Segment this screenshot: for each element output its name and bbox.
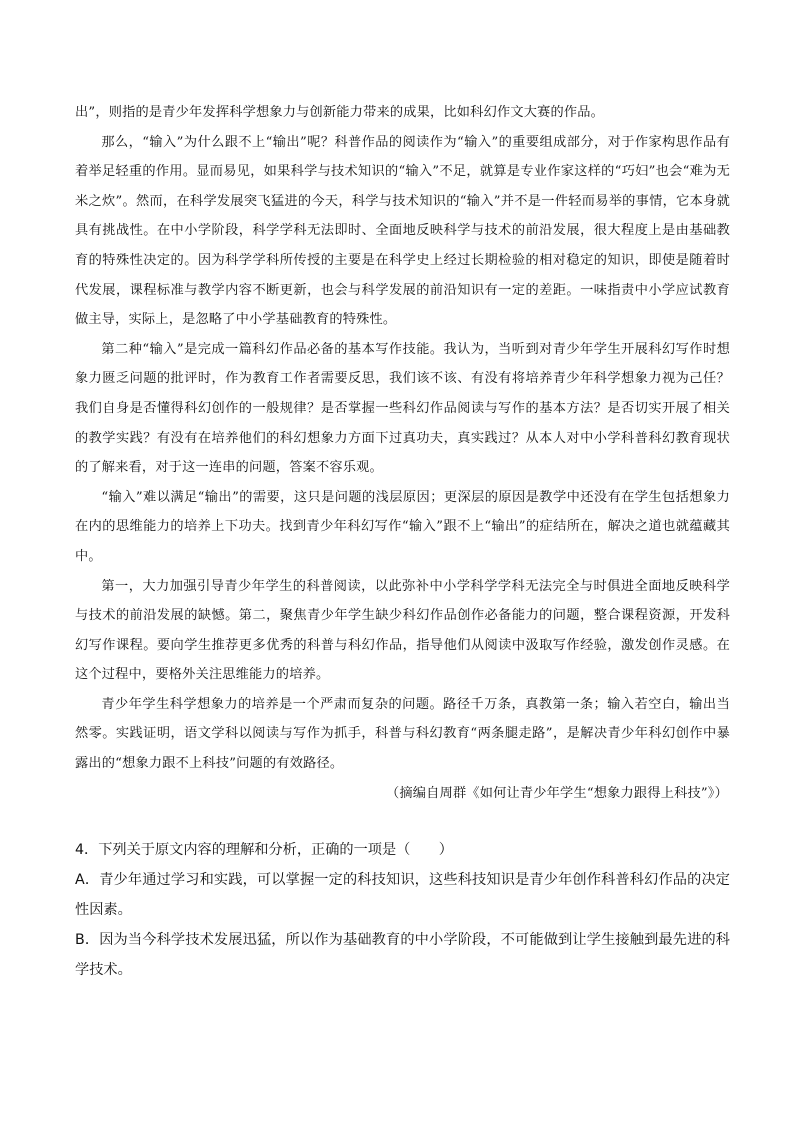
reading-passage bbox=[75, 98, 730, 808]
passage-paragraph: 青少年学生科学想象力的培养是一个严肃而复杂的问题。路径千万条，真教第一条；输入若空白，输出当然零。实践证明，语文学科以阅读与写作为抓手，科普与科幻教育“两条腿走路”，是解决青少年科幻创作中暴露出的“想象力跟不上科技”问题的有效路径。 bbox=[75, 696, 730, 772]
question-stem: 4．下列关于原文内容的理解和分析，正确的一项是（ ） bbox=[75, 842, 453, 858]
option-a: A．青少年通过学习和实践，可以掌握一定的科技知识，这些科技知识是青少年创作科普科幻作品的决定性因素。 bbox=[75, 872, 730, 918]
passage-paragraph: “输入”难以满足“输出”的需要，这只是问题的浅层原因；更深层的原因是教学中还没有在学生包括想象力在内的思维能力的培养上下功夫。找到青少年科幻写作“输入”跟不上“输出”的症结所在，解决之道也就蕴藏其中。 bbox=[75, 489, 730, 564]
option-b: B．因为当今科学技术发展迅猛，所以作为基础教育的中小学阶段，不可能做到让学生接触到最先进的科学技术。 bbox=[75, 932, 730, 978]
passage-paragraph: 第一，大力加强引导青少年学生的科普阅读，以此弥补中小学科学学科无法完全与时俱进全面地反映科学与技术的前沿发展的缺憾。第二，聚焦青少年学生缺少科幻作品创作必备能力的问题，整合课程资源，开发科幻写作课程。要向学生推荐更多优秀的科普与科幻作品，指导他们从阅读中汲取写作经验，激发创作灵感。在这个过程中，要格外关注思维能力的培养。 bbox=[75, 578, 730, 683]
passage-paragraph: 第二种“输入”是完成一篇科幻作品必备的基本写作技能。我认为，当听到对青少年学生开展科幻写作时想象力匮乏问题的批评时，作为教育工作者需要反思，我们该不该、有没有将培养青少年科学想象力视为己任？我们自身是否懂得科幻创作的一般规律？是否掌握一些科幻作品阅读与写作的基本方法？是否切实开展了相关的教学实践？有没有在培养他们的科幻想象力方面下过真功夫，真实践过？从本人对中小学科普科幻教育现状的了解来看，对于这一连串的问题，答案不容乐观。 bbox=[75, 341, 730, 476]
question-4 bbox=[75, 835, 730, 985]
passage-paragraph: 出”，则指的是青少年发挥科学想象力与创新能力带来的成果，比如科幻作文大赛的作品。 bbox=[75, 105, 605, 120]
passage-paragraph: 那么，“输入”为什么跟不上“输出”呢？科普作品的阅读作为“输入”的重要组成部分，对于作家构思作品有着举足轻重的作用。显而易见，如果科学与技术知识的“输入”不足，就算是专业作家这样的“巧妇”也会“难为无米之炊”。然而，在科学发展突飞猛进的今天，科学与技术知识的“输入”并不是一件轻而易举的事情，它本身就具有挑战性。在中小学阶段，科学学科无法即时、全面地反映科学与技术的前沿发展，很大程度上是由基础教育的特殊性决定的。因为科学学科所传授的主要是在科学史上经过长期检验的相对稳定的知识，即使是随着时代发展，课程标准与教学内容不断更新，也会与科学发展的前沿知识有一定的差距。一味指责中小学应试教育做主导，实际上，是忽略了中小学基础教育的特殊性。 bbox=[75, 134, 730, 328]
passage-source: （摘编自周群《如何让青少年学生“想象力跟得上科技”》） bbox=[386, 785, 728, 801]
